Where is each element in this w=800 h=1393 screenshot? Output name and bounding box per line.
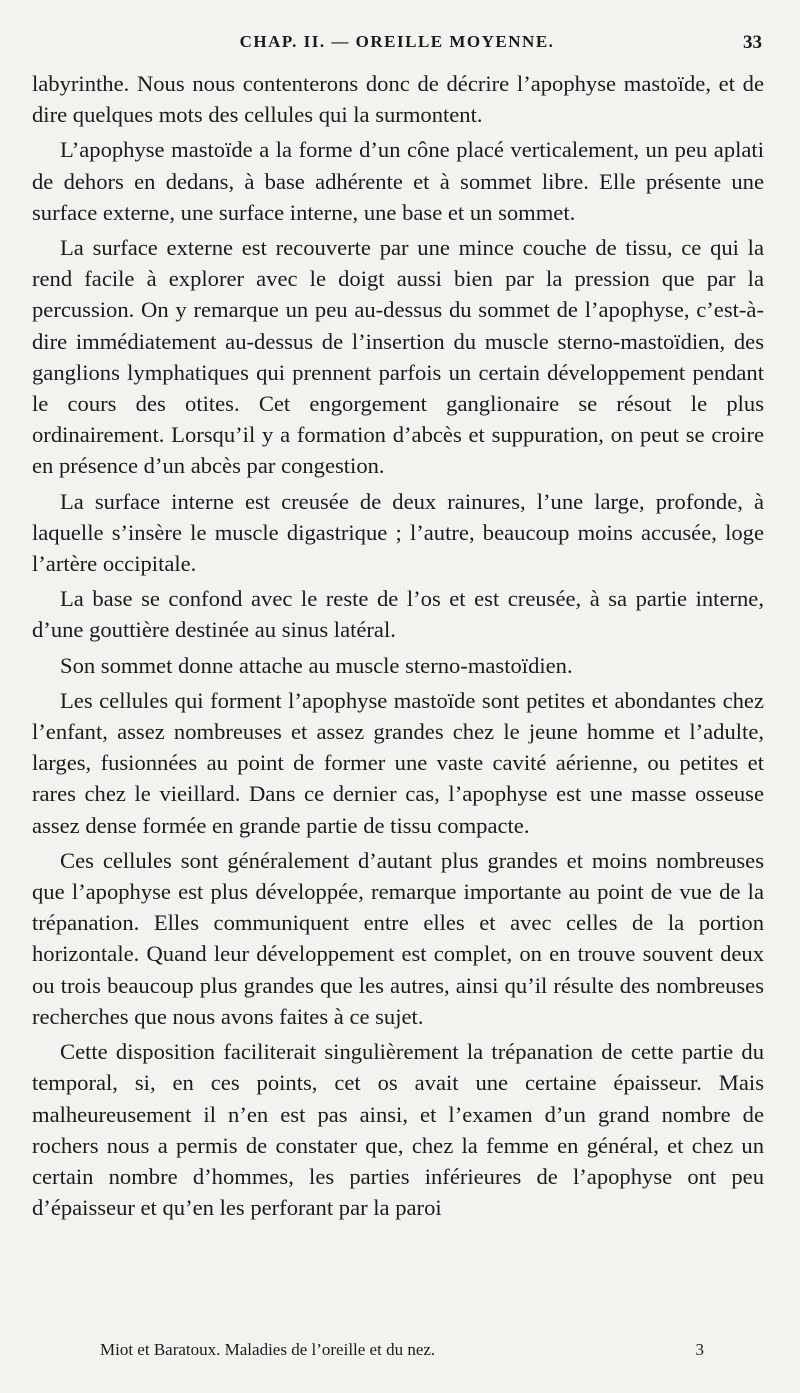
body-text	[32, 68, 764, 1223]
signature-mark: 3	[695, 1340, 704, 1359]
footer-citation: Miot et Baratoux. Maladies de l’oreille et du nez.	[100, 1340, 436, 1359]
running-title: CHAP. II. — OREILLE MOYENNE.	[239, 32, 555, 51]
paragraph: Ces cellules sont généralement d’autant plus grandes et moins nombreuses que l’apophyse est plus développée, remarque importante au point de vue de la trépanation. Elles communiquent entre elles et avec celles de la portion horizontale. Quand leur développement est complet, on en trouve souvent deux ou trois beaucoup plus grandes que les autres, ainsi qu’il résulte des nombreuses recherches que nous avons faites à ce sujet.	[32, 847, 764, 1029]
paragraph: La base se confond avec le reste de l’os et est creusée, à sa partie interne, d’une gouttière destinée au sinus latéral.	[32, 586, 764, 643]
page-number: 33	[743, 32, 762, 53]
paragraph: Les cellules qui forment l’apophyse mastoïde sont petites et abondantes chez l’enfant, assez nombreuses et assez grandes chez le jeune homme et l’adulte, larges, fusionnées au point de former une vaste cavité aérienne, ou petites et rares chez le vieillard. Dans ce dernier cas, l’apophyse est une masse osseuse assez dense formée en grande partie de tissu compacte.	[32, 687, 764, 838]
page-footer	[100, 1340, 704, 1364]
paragraph: La surface interne est creusée de deux rainures, l’une large, profonde, à laquelle s’insère le muscle digastrique ; l’autre, beaucoup moins accusée, loge l’artère occipitale.	[32, 488, 764, 577]
paragraph: Son sommet donne attache au muscle sterno-mastoïdien.	[60, 652, 573, 678]
paragraph: L’apophyse mastoïde a la forme d’un cône placé verticalement, un peu aplati de dehors en dedans, à base adhérente et à sommet libre. Elle présente une surface externe, une surface interne, une base et un sommet.	[32, 137, 764, 225]
paragraph: Cette disposition faciliterait singulièrement la trépanation de cette partie du temporal, si, en ces points, cet os avait une certaine épaisseur. Mais malheureusement il n’en est pas ainsi, et l’examen d’un grand nombre de rochers nous a permis de constater que, chez la femme en général, et chez un certain nombre d’hommes, les parties inférieures de l’apophyse ont peu d’épaisseur et qu’en les perforant par la paroi	[32, 1039, 764, 1221]
running-head	[32, 32, 762, 56]
paragraph: La surface externe est recouverte par une mince couche de tissu, ce qui la rend facile à explorer avec le doigt aussi bien par la pression que par la percussion. On y remarque un peu au-dessus du sommet de l’apophyse, c’est-à-dire immédiatement au-dessus de l’insertion du muscle sterno-mastoïdien, des ganglions lymphatiques qui prennent parfois un certain développement pendant le cours des otites. Cet engorgement ganglionaire se résout le plus ordinairement. Lorsqu’il y a formation d’abcès et suppuration, on peut se croire en présence d’un abcès par congestion.	[32, 235, 764, 479]
paragraph: labyrinthe. Nous nous contenterons donc de décrire l’apophyse mastoïde, et de dire quelques mots des cellules qui la surmontent.	[32, 71, 764, 128]
